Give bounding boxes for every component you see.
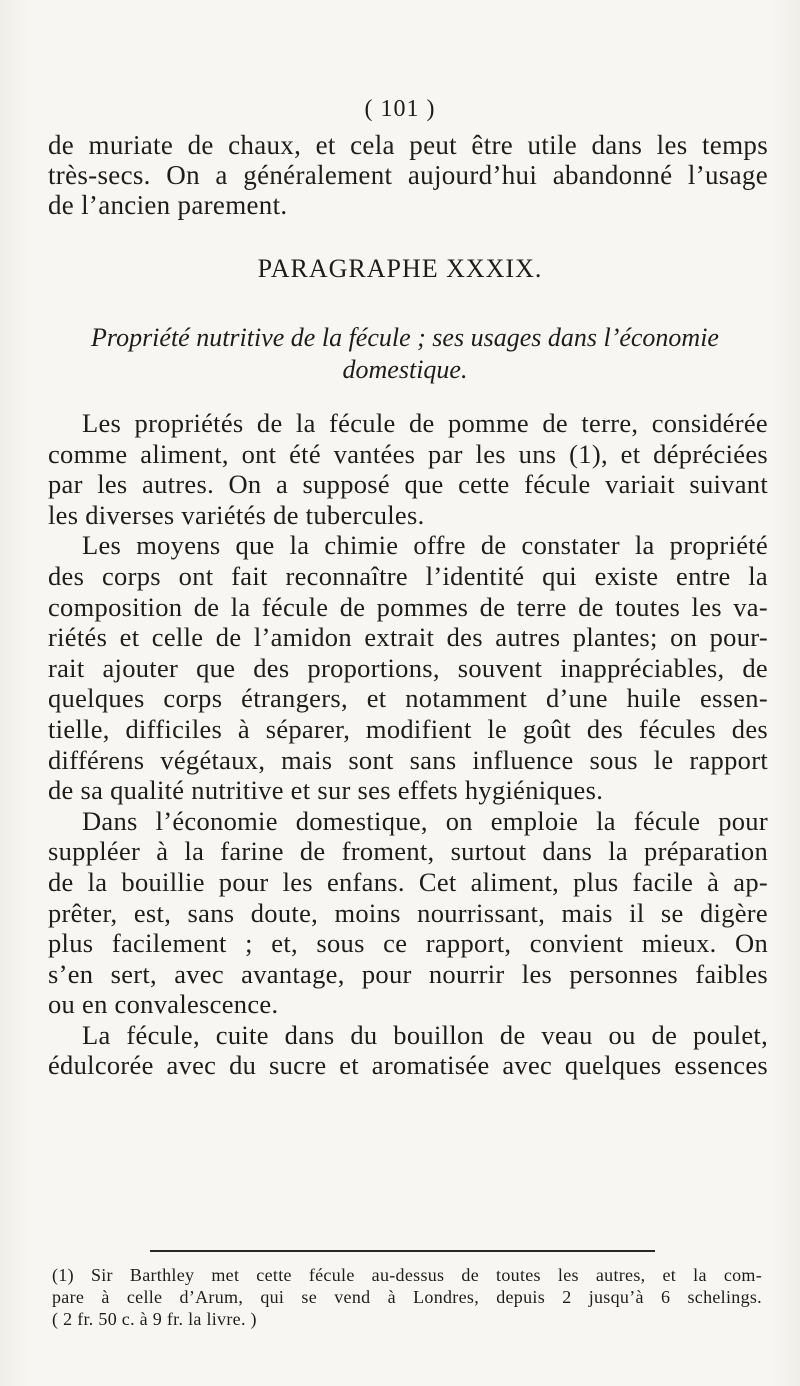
subtitle-line: domestique. [342,355,468,384]
paragraph-2-line: Les moyens que la chimie offre de constater la propriété [82,530,768,561]
footnote-line: pare à celle d’Arum, qui se vend à Londres, depuis 2 jusqu’à 6 schelings. [52,1287,762,1307]
paragraph-1-line: comme aliment, ont été vantées par les uns (1), et dépréciées [48,438,768,469]
footnote-line: ( 2 fr. 50 c. à 9 fr. la livre. ) [52,1309,257,1329]
paragraph-2-line: des corps ont fait reconnaître l’identité qui existe entre la [48,560,768,591]
paragraph-3-line: s’en sert, avec avantage, pour nourrir les personnes faibles [48,958,768,989]
section-heading: PARAGRAPHE XXXIX. [257,254,543,283]
page-number: ( 101 ) [364,96,436,122]
paragraph-2-line: rait ajouter que des proportions, souvent inappréciables, de [48,652,768,683]
paragraph-1-line: les diverses variétés de tubercules. [48,499,425,530]
subtitle-line: Propriété nutritive de la fécule ; ses usages dans l’économie [91,323,719,352]
paragraph-1-line: par les autres. On a supposé que cette fécule variait suivant [48,469,768,500]
paragraph-3-line: ou en convalescence. [48,989,279,1020]
paragraph-2-line: quelques corps étrangers, et notamment d’une huile essen- [48,683,768,714]
paragraph-2-line: de sa qualité nutritive et sur ses effets hygiéniques. [48,775,604,806]
paragraph-3-line: de la bouillie pour les enfans. Cet aliment, plus facile à ap- [48,866,768,897]
body-text [48,408,768,1081]
paragraph-3-line: prêter, est, sans doute, moins nourrissant, mais il se digère [48,897,768,928]
text-line: de l’ancien parement. [48,190,288,220]
footnote [52,1264,762,1330]
paragraph-3-line: suppléer à la farine de froment, surtout dans la préparation [48,836,768,867]
paragraph-4-line: La fécule, cuite dans du bouillon de veau ou de poulet, [82,1019,768,1050]
paragraph-3-line: plus facilement ; et, sous ce rapport, convient mieux. On [48,928,768,959]
section-subtitle [40,322,770,386]
text-line: de muriate de chaux, et cela peut être utile dans les temps [48,130,768,160]
intro-paragraph [48,130,768,220]
paragraph-1-line: Les propriétés de la fécule de pomme de terre, considérée [82,408,768,438]
footnote-divider [150,1250,655,1252]
paragraph-2-line: différens végétaux, mais sont sans influence sous le rapport [48,744,768,775]
paragraph-3-line: Dans l’économie domestique, on emploie la fécule pour [82,805,768,836]
paragraph-2-line: riétés et celle de l’amidon extrait des autres plantes; on pour- [48,622,768,653]
paragraph-4-line: édulcorée avec du sucre et aromatisée avec quelques essences [48,1050,768,1081]
paragraph-2-line: tielle, difficiles à séparer, modifient le goût des fécules des [48,713,768,744]
paragraph-2-line: composition de la fécule de pommes de terre de toutes les va- [48,591,768,622]
footnote-line: (1) Sir Barthley met cette fécule au-dessus de toutes les autres, et la com- [52,1265,762,1285]
text-line: très-secs. On a généralement aujourd’hui abandonné l’usage [48,160,768,190]
